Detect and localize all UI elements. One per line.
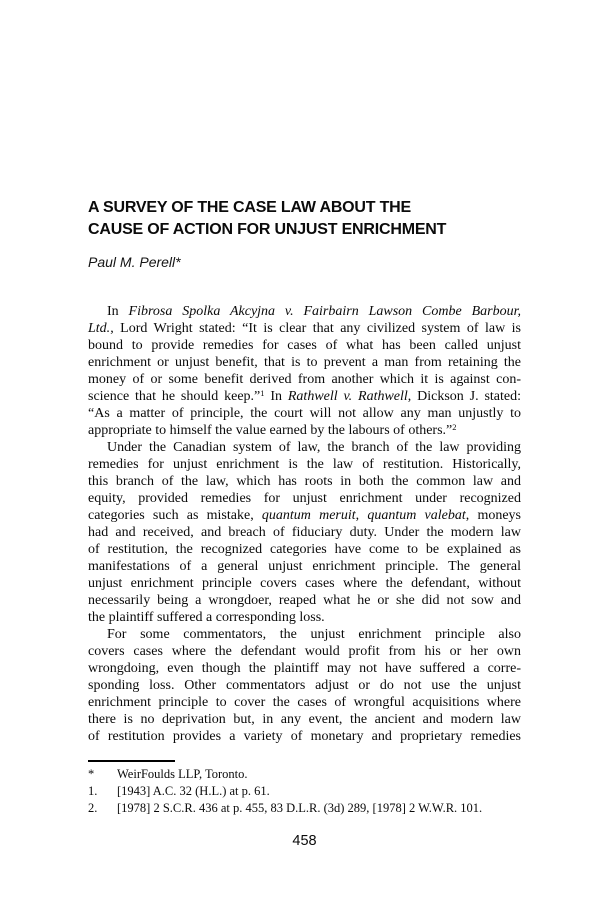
article-title-line-2: CAUSE OF ACTION FOR UNJUST ENRICHMENT (88, 221, 447, 238)
footnote-marker: * (88, 767, 95, 781)
footnote-separator (88, 760, 175, 762)
text-line: enrichment or unjust benefit, that is to prevent a man from retaining the (88, 355, 521, 370)
text-line: the plaintiff suffered a corresponding loss. (88, 610, 325, 625)
text-line: In Fibrosa Spolka Akcyjna v. Fairbairn Lawson Combe Barbour, (107, 304, 521, 319)
text-line: categories such as mistake, quantum meruit, quantum valebat, moneys (88, 508, 521, 523)
paragraph (88, 626, 521, 745)
article-title-line-1: A SURVEY OF THE CASE LAW ABOUT THE (88, 199, 412, 216)
text-line: wrongdoing, even though the plaintiff may not have suffered a corre- (88, 661, 521, 676)
footnotes-list (88, 766, 521, 817)
text-line: remedies for unjust enrichment is the law of restitution. Historically, (88, 457, 521, 472)
text-line: had and received, and breach of fiduciary duty. Under the modern law (88, 525, 521, 540)
footnote-reference: 1 (260, 387, 265, 398)
paragraph (88, 439, 521, 626)
footnote-item (88, 766, 521, 783)
article-title (88, 197, 533, 241)
text-line: science that he should keep.”$^1$ In Rathwell v. Rathwell, Dickson J. stated: (88, 387, 521, 404)
footnote-marker: 2. (88, 801, 98, 815)
text-line: covers cases where the defendant would profit from his or her own (88, 644, 521, 659)
text-line: For some commentators, the unjust enrichment principle also (107, 627, 521, 642)
page-number: 458 (292, 833, 317, 849)
footnote-marker: 1. (88, 784, 98, 798)
text-line: manifestations of a general unjust enrichment principle. The general (88, 559, 521, 574)
footnote-item (88, 783, 521, 800)
text-line: “As a matter of principle, the court will not allow any man unjustly to (88, 406, 521, 421)
text-line: Under the Canadian system of law, the branch of the law providing (107, 440, 521, 455)
text-line: sponding loss. Other commentators adjust or do not use the unjust (88, 678, 521, 693)
author-byline: Paul M. Perell* (88, 254, 181, 270)
article-body (88, 303, 521, 745)
paragraph (88, 303, 521, 439)
text-line: there is no deprivation but, in any event, the ancient and modern law (88, 712, 521, 727)
text-line: equity, provided remedies for unjust enrichment under recognized (88, 491, 521, 506)
text-line: of restitution provides a variety of monetary and proprietary remedies (88, 729, 521, 744)
text-line: unjust enrichment principle covers cases where the defendant, without (88, 576, 521, 591)
text-line: enrichment principle to cover the cases of wrongful acquisitions where (88, 695, 521, 710)
footnote-reference: 2 (452, 421, 457, 432)
text-line: Ltd., Lord Wright stated: “It is clear that any civilized system of law is (88, 321, 521, 336)
text-line: necessarily being a wrongdoer, reaped what he or she did not sow and (88, 593, 521, 608)
footnote-text: [1978] 2 S.C.R. 436 at p. 455, 83 D.L.R. (3d) 289, [1978] 2 W.W.R. 101. (117, 801, 483, 815)
text-line: this branch of the law, which has roots in both the common law and (88, 474, 521, 489)
footnote-text: [1943] A.C. 32 (H.L.) at p. 61. (117, 784, 270, 798)
text-line: bound to provide remedies for cases of what has been called unjust (88, 338, 521, 353)
text-line: appropriate to himself the value earned by the labours of others.”$^2$ (88, 421, 457, 438)
text-line: money of or some benefit derived from another which it is against con- (88, 372, 521, 387)
text-line: of restitution, the recognized categories have come to be explained as (88, 542, 521, 557)
footnote-item (88, 800, 521, 817)
footnote-text: WeirFoulds LLP, Toronto. (117, 767, 248, 781)
